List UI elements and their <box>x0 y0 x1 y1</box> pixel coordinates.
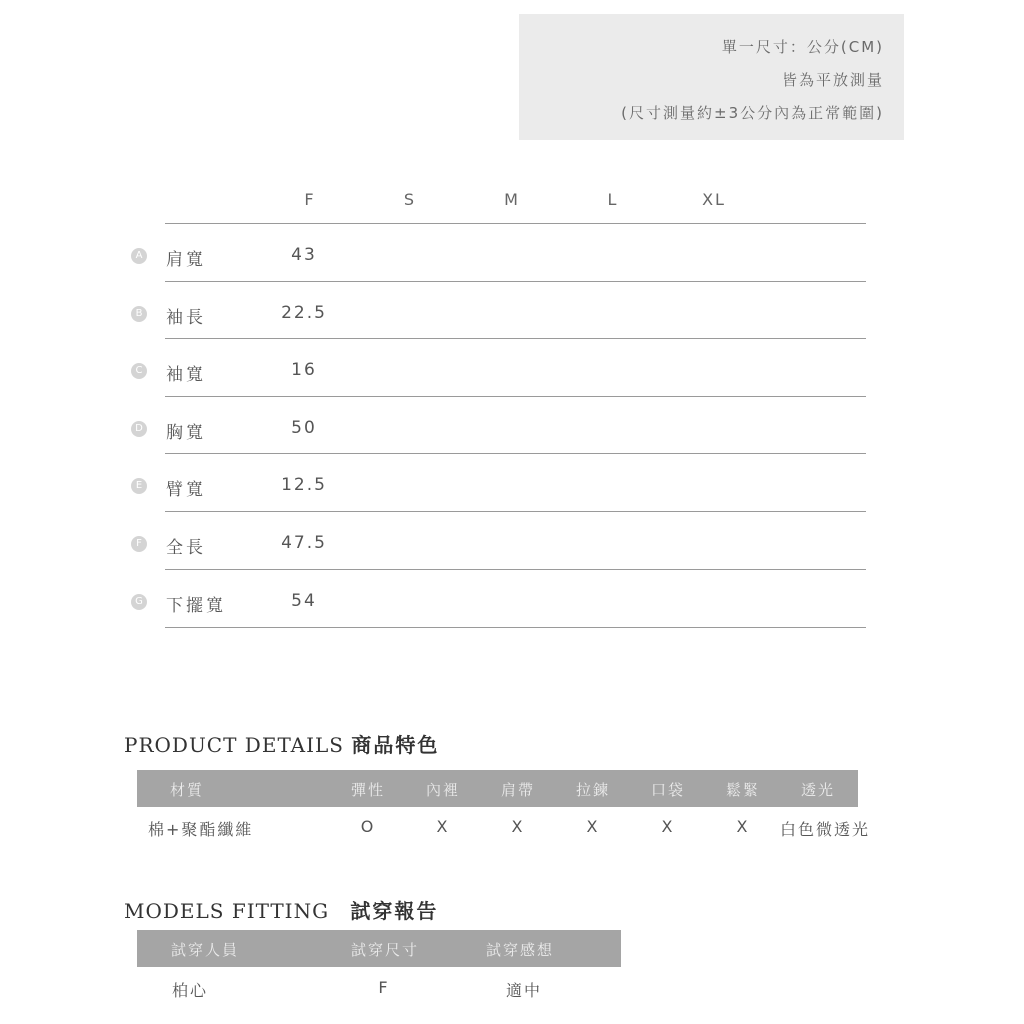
table-rule <box>165 338 866 339</box>
col-header-m: M <box>504 190 520 209</box>
header-strap: 肩帶 <box>500 781 535 799</box>
value-fit-feedback: 適中 <box>505 981 542 1000</box>
models-fitting-title-en: MODELS FITTING <box>124 899 330 923</box>
product-details-title <box>124 729 439 758</box>
models-fitting-title <box>124 895 438 924</box>
value-material: 棉+聚酯纖維 <box>148 820 254 839</box>
col-header-s: S <box>403 190 417 209</box>
row-badge: A <box>131 248 147 264</box>
col-header-l: L <box>607 190 619 209</box>
header-zipper: 拉鍊 <box>575 781 610 799</box>
product-details-title-en: PRODUCT DETAILS <box>124 733 345 757</box>
row-label-length: 全長 <box>166 538 206 558</box>
models-fitting-title-zh: 試穿報告 <box>350 899 439 923</box>
row-value-f: 43 <box>291 245 317 265</box>
row-badge: D <box>131 421 147 437</box>
table-rule <box>165 453 866 454</box>
row-value-f: 12.5 <box>281 475 327 495</box>
table-rule <box>165 396 866 397</box>
note-tolerance: (尺寸測量約±3公分內為正常範圍) <box>621 104 884 122</box>
row-label-hem: 下擺寬 <box>166 596 226 616</box>
header-pocket: 口袋 <box>650 781 685 799</box>
col-header-f: F <box>304 190 316 209</box>
header-sheerness: 透光 <box>800 781 835 799</box>
note-method: 皆為平放測量 <box>781 71 884 89</box>
value-pocket: X <box>661 817 675 836</box>
row-label-sleeve-length: 袖長 <box>166 308 206 328</box>
col-header-xl: XL <box>702 190 726 209</box>
row-value-f: 50 <box>291 418 317 438</box>
header-fit-size: 試穿尺寸 <box>350 941 419 959</box>
table-rule <box>165 627 866 628</box>
row-label-arm: 臂寬 <box>166 480 206 500</box>
note-unit: 單一尺寸：公分(CM) <box>721 38 884 56</box>
value-sheerness: 白色微透光 <box>779 820 870 839</box>
value-fit-size: F <box>378 978 390 997</box>
row-value-f: 54 <box>291 591 317 611</box>
header-fit-feedback: 試穿感想 <box>485 941 554 959</box>
header-elasticity: 彈性 <box>350 781 385 799</box>
row-badge: F <box>131 536 147 552</box>
row-label-shoulder: 肩寬 <box>166 250 206 270</box>
table-rule <box>165 569 866 570</box>
row-value-f: 22.5 <box>281 303 327 323</box>
value-lining: X <box>436 817 450 836</box>
row-value-f: 16 <box>291 360 317 380</box>
value-model: 柏心 <box>171 981 208 1000</box>
row-badge: C <box>131 363 147 379</box>
row-badge: B <box>131 306 147 322</box>
value-elasticity: O <box>360 817 376 836</box>
row-label-sleeve-width: 袖寬 <box>166 365 206 385</box>
table-rule <box>165 223 866 224</box>
header-waistband: 鬆緊 <box>725 781 760 799</box>
table-rule <box>165 511 866 512</box>
table-rule <box>165 281 866 282</box>
row-badge: E <box>131 478 147 494</box>
header-model: 試穿人員 <box>170 941 239 959</box>
value-zipper: X <box>586 817 600 836</box>
row-badge: G <box>131 594 147 610</box>
value-waistband: X <box>736 817 750 836</box>
row-value-f: 47.5 <box>281 533 327 553</box>
product-details-title-zh: 商品特色 <box>351 733 440 757</box>
value-strap: X <box>511 817 525 836</box>
row-label-chest: 胸寬 <box>166 423 206 443</box>
header-lining: 內裡 <box>425 781 460 799</box>
header-material: 材質 <box>169 781 204 799</box>
